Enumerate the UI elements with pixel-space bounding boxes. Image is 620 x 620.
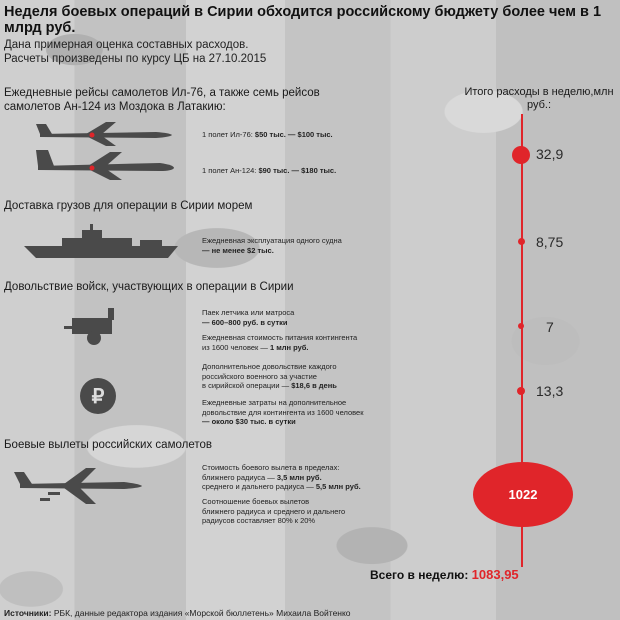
il76-plane-icon [36,120,176,148]
source-line: Источники: РБК, данные редактора издания «Морской бюллетень» Михаила Войтенко [4,608,351,618]
sea-dot [518,238,525,245]
sorties-total: 1022 [473,462,573,527]
subtitle-line-1: Дана примерная оценка составных расходов. [4,39,249,51]
an124-note: 1 полет Ан-124: $90 тыс. — $180 тыс. [202,166,337,175]
grand-total: Всего в неделю: 1083,95 [370,567,519,582]
food-total: 7 [546,319,554,335]
ship-icon [22,224,182,260]
subtitle-line-2: Расчеты произведены по курсу ЦБ на 27.10.2015 [4,53,267,65]
sea-heading: Доставка грузов для операции в Сирии морем [4,200,253,212]
il76-note: 1 полет Ил-76: $50 тыс. — $100 тыс. [202,130,333,139]
flights-dot [512,146,530,164]
extra-allowance-note: Дополнительное довольствие каждого российского военного за участие в сирийской операции — $18,6 в день [202,362,337,390]
grand-total-value: 1083,95 [471,567,519,582]
food-heading: Довольствие войск, участвующих в операции в Сирии [4,281,294,293]
food-dot [518,323,524,329]
rouble-icon: ₽ [80,378,116,414]
sorties-heading: Боевые вылеты российских самолетов [4,439,212,451]
ration-note: Паек летчика или матроса — 600–800 руб. в сутки [202,308,295,327]
flights-heading: Ежедневные рейсы самолетов Ил-76, а также семь рейсов самолетов Ан-124 из Моздока в Латакию: [4,87,320,113]
flights-total: 32,9 [536,146,564,162]
contingent-note: Ежедневные затраты на дополнительное довольствие для контингента из 1600 человек — около $30 тыс. в сутки [202,398,364,426]
field-kitchen-icon [64,306,124,346]
sortie-ratio-note: Соотношение боевых вылетов ближнего радиуса и среднего и дальнего радиусов составляет 80% к 20% [202,497,346,525]
allowance-total: 13,3 [536,383,564,399]
page-title: Неделя боевых операций в Сирии обходится российскому бюджету более чем в 1 млрд руб. [4,4,602,36]
subtitle [4,38,266,66]
total-header: Итого расходы в неделю,млн руб.: [464,86,614,111]
sea-total: 8,75 [536,234,564,250]
fighter-jet-icon [14,464,144,508]
daily-food-note: Ежедневная стоимость питания контингента из 1600 человек — 1 млн руб. [202,333,358,352]
an124-plane-icon [36,148,176,182]
allowance-dot [517,387,525,395]
sea-note: Ежедневная эксплуатация одного судна — не менее $2 тыс. [202,236,342,255]
sortie-cost-note: Стоимость боевого вылета в пределах: ближнего радиуса — 3,5 млн руб. среднего и дальнего радиуса — 5,5 млн руб. [202,463,361,491]
